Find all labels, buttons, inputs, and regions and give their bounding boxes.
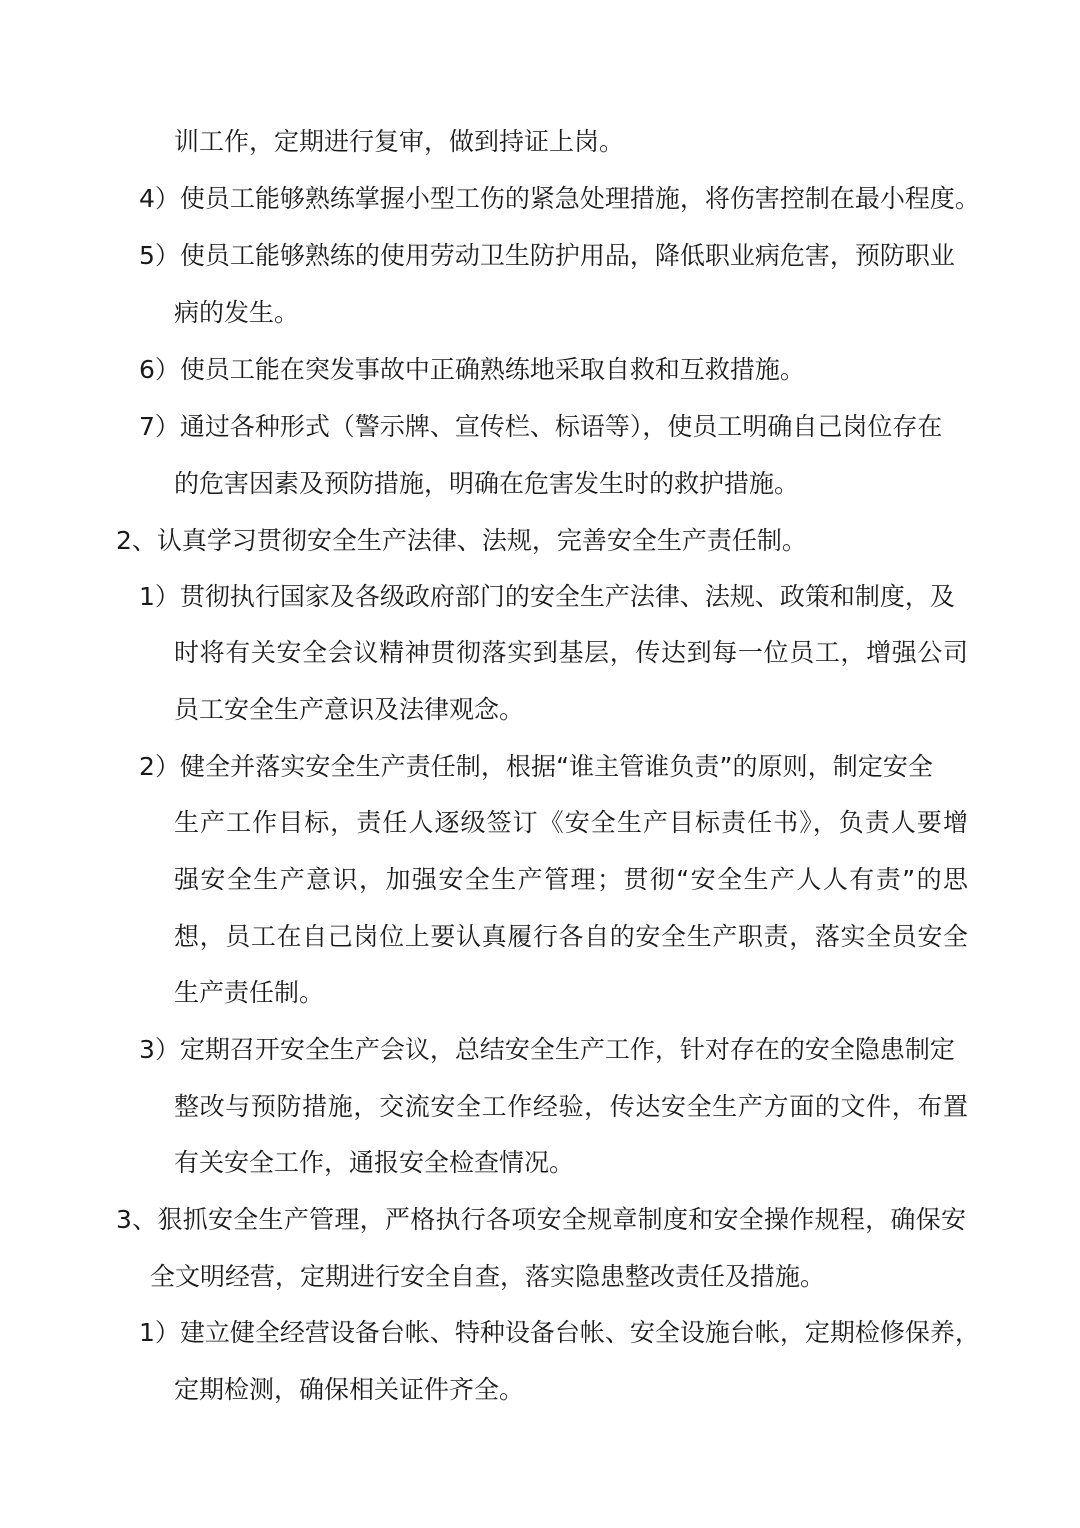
text-line: 定期检测，确保相关证件齐全。 bbox=[174, 1375, 525, 1404]
text-line: 生产责任制。 bbox=[174, 978, 325, 1007]
text-line: 2）健全并落实安全生产责任制，根据“谁主管谁负责”的原则，制定安全 bbox=[139, 752, 933, 781]
text-line: 病的发生。 bbox=[174, 298, 300, 327]
text-line: 6）使员工能在突发事故中正确熟练地采取自救和互救措施。 bbox=[139, 355, 805, 384]
text-line: 1）建立健全经营设备台帐、特种设备台帐、安全设施台帐，定期检修保养， bbox=[139, 1318, 980, 1347]
text-line: 生产工作目标，责任人逐级签订《安全生产目标责任书》，负责人要增 bbox=[174, 808, 968, 837]
text-line: 想，员工在自己岗位上要认真履行各自的安全生产职责，落实全员安全 bbox=[174, 922, 968, 951]
text-line: 的危害因素及预防措施，明确在危害发生时的救护措施。 bbox=[174, 469, 800, 498]
text-line: 时将有关安全会议精神贯彻落实到基层，传达到每一位员工，增强公司 bbox=[174, 638, 968, 667]
text-line: 5）使员工能够熟练的使用劳动卫生防护用品，降低职业病危害，预防职业 bbox=[139, 241, 955, 270]
text-line: 强安全生产意识，加强安全生产管理；贯彻“安全生产人人有责”的思 bbox=[174, 865, 968, 894]
section-heading: 3、狠抓安全生产管理，严格执行各项安全规章制度和安全操作规程，确保安 bbox=[116, 1205, 966, 1234]
text-line: 整改与预防措施，交流安全工作经验，传达安全生产方面的文件，布置 bbox=[174, 1092, 968, 1121]
text-line: 3）定期召开安全生产会议，总结安全生产工作，针对存在的安全隐患制定 bbox=[139, 1035, 955, 1064]
section-heading: 2、认真学习贯彻安全生产法律、法规，完善安全生产责任制。 bbox=[116, 526, 807, 555]
text-line: 1）贯彻执行国家及各级政府部门的安全生产法律、法规、政策和制度，及 bbox=[139, 582, 955, 611]
text-line: 全文明经营，定期进行安全自查，落实隐患整改责任及措施。 bbox=[150, 1262, 826, 1291]
text-line: 训工作，定期进行复审，做到持证上岗。 bbox=[174, 127, 625, 156]
text-line: 员工安全生产意识及法律观念。 bbox=[174, 695, 525, 724]
text-line: 7）通过各种形式（警示牌、宣传栏、标语等），使员工明确自己岗位存在 bbox=[139, 412, 943, 441]
text-line: 有关安全工作，通报安全检查情况。 bbox=[174, 1148, 575, 1177]
text-line: 4）使员工能够熟练掌握小型工伤的紧急处理措施，将伤害控制在最小程度。 bbox=[139, 184, 980, 213]
